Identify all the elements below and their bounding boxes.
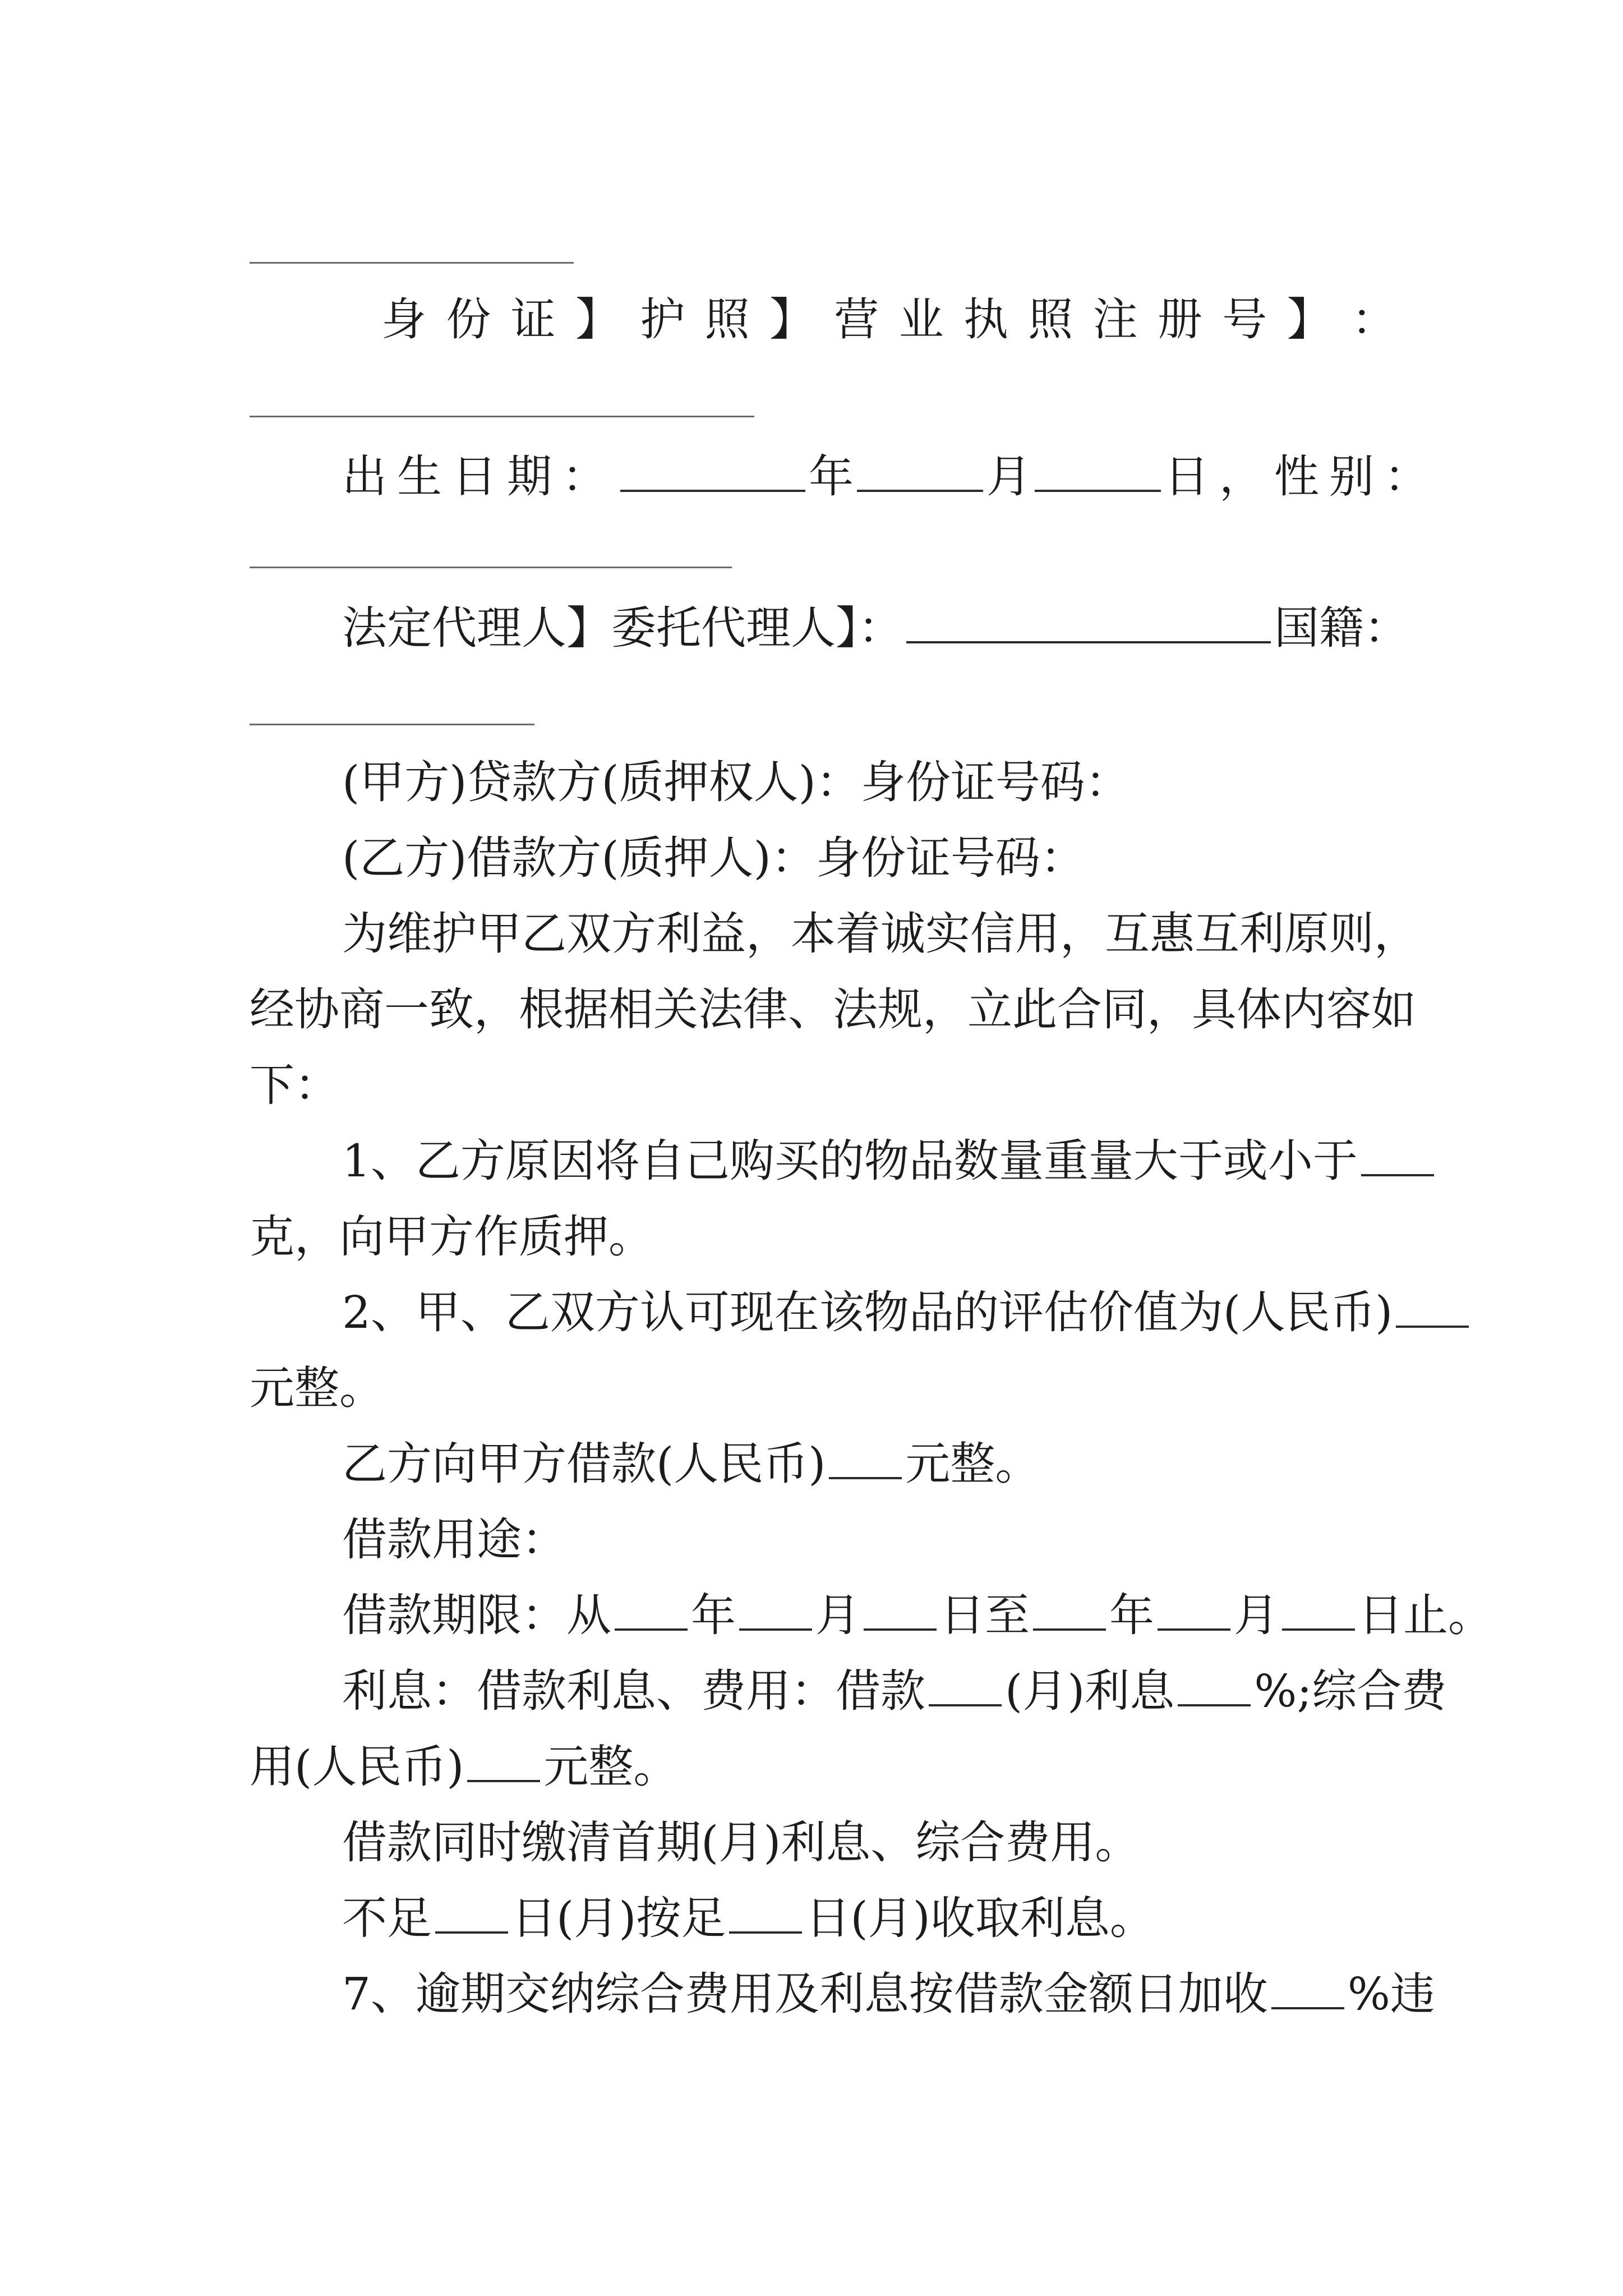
term-month: 月 <box>815 1589 860 1641</box>
interest-rate-blank <box>1178 1704 1251 1706</box>
loan-amount-text: 乙方向甲方借款(人民币) <box>342 1438 826 1490</box>
intro-line-2: 经协商一致，根据相关法律、法规，立此合同，具体内容如 <box>250 983 1416 1036</box>
intro-line-3: 下： <box>250 1059 339 1111</box>
term-blank <box>739 1628 812 1631</box>
id-char: 】 <box>575 293 620 346</box>
interest-month: (月)利息 <box>1005 1665 1175 1717</box>
penalty-blank <box>1271 2007 1344 2009</box>
nationality-label: 国籍： <box>1274 602 1409 654</box>
clause-7-end: %违 <box>1347 1968 1435 2020</box>
interest-blank <box>929 1704 1002 1706</box>
agent-label: 法定代理人】委托代理人】： <box>342 602 903 654</box>
shortfall-blank-2 <box>729 1931 802 1934</box>
id-char: 身 <box>381 293 426 346</box>
first-payment-line: 借款同时缴清首期(月)利息、综合费用。 <box>342 1816 1140 1869</box>
shortfall-line <box>342 1885 1396 1952</box>
borrower-line: (乙方)借款方(质押人)：身份证号码： <box>342 832 1085 884</box>
id-char: 护 <box>640 293 685 346</box>
term-blank <box>1033 1628 1106 1631</box>
loan-amount-unit: 元整。 <box>905 1438 1040 1490</box>
purpose-line: 借款用途： <box>342 1513 566 1566</box>
clause-2-text: 2、甲、乙双方认可现在该物品的评估价值为(人民币) <box>342 1286 1393 1338</box>
nationality-blank-line <box>250 724 534 725</box>
term-year-2: 年 <box>1109 1589 1154 1641</box>
term-line <box>342 1582 1493 1649</box>
birth-label: 出生日期： <box>342 450 617 503</box>
fee-blank <box>467 1779 540 1782</box>
shortfall-mid: 日(月)按足 <box>511 1892 726 1944</box>
id-char: 业 <box>898 293 944 346</box>
id-char: 】 <box>769 293 814 346</box>
year-blank <box>620 489 805 492</box>
clause-2-line <box>342 1279 1396 1346</box>
id-char: 号 <box>1222 293 1267 346</box>
clause-1-line <box>342 1128 1396 1195</box>
term-month-2: 月 <box>1234 1589 1279 1641</box>
clause-1-text: 1、乙方原因将自己购买的物品数量重量大于或小于 <box>342 1135 1358 1187</box>
id-char: 营 <box>834 293 879 346</box>
month-label: 月 <box>986 450 1031 503</box>
year-label: 年 <box>809 450 854 503</box>
id-type-line <box>381 286 1396 353</box>
day-blank <box>1035 489 1161 492</box>
month-blank <box>857 489 983 492</box>
interest-label: 利息：借款利息、费用：借款 <box>342 1665 925 1717</box>
term-blank <box>1282 1628 1355 1631</box>
term-blank <box>864 1628 937 1631</box>
loan-amount-blank <box>829 1476 902 1479</box>
lender-line: (甲方)贷款方(质押权人)：身份证号码： <box>342 756 1130 808</box>
term-year: 年 <box>691 1589 736 1641</box>
id-char: 册 <box>1157 293 1202 346</box>
clause-1-cont: 克，向甲方作质押。 <box>250 1211 653 1263</box>
fee-line <box>250 1733 1396 1801</box>
interest-line <box>342 1658 1447 1725</box>
id-char: 照 <box>1028 293 1073 346</box>
top-blank-line <box>250 262 574 264</box>
id-char: 执 <box>963 293 1008 346</box>
term-blank <box>1158 1628 1230 1631</box>
id-char: 份 <box>446 293 491 346</box>
id-number-blank-line <box>250 416 754 417</box>
valuation-blank <box>1396 1325 1469 1328</box>
clause-2-cont: 元整。 <box>250 1362 384 1414</box>
loan-amount-line <box>342 1430 1396 1498</box>
gender-blank-line <box>250 567 732 568</box>
clause-7-text: 7、逾期交纳综合费用及利息按借款金额日加收 <box>342 1968 1268 2020</box>
shortfall-text: 不足 <box>342 1892 432 1944</box>
agent-line <box>342 595 1409 662</box>
shortfall-blank <box>435 1931 508 1934</box>
birth-date-line <box>342 443 1439 510</box>
clause-7-line <box>342 1961 1435 2028</box>
gender-label: 日，性别： <box>1164 450 1439 503</box>
intro-line-1: 为维护甲乙双方利益，本着诚实信用，互惠互利原则， <box>342 908 1419 960</box>
weight-blank <box>1361 1174 1434 1176</box>
term-label: 借款期限：从 <box>342 1589 611 1641</box>
agent-blank <box>906 641 1271 643</box>
id-char: 照 <box>704 293 750 346</box>
fee-text: 用(人民币) <box>250 1741 464 1793</box>
id-char: 注 <box>1092 293 1138 346</box>
interest-fee: %;综合费 <box>1254 1665 1447 1717</box>
id-char: ： <box>1351 293 1396 346</box>
term-day-to: 日至 <box>940 1589 1030 1641</box>
fee-unit: 元整。 <box>543 1741 679 1793</box>
shortfall-end: 日(月)收取利息。 <box>805 1892 1155 1944</box>
term-end: 日止。 <box>1358 1589 1493 1641</box>
id-char: 证 <box>510 293 556 346</box>
term-blank <box>615 1628 688 1631</box>
id-char: 】 <box>1287 293 1332 346</box>
